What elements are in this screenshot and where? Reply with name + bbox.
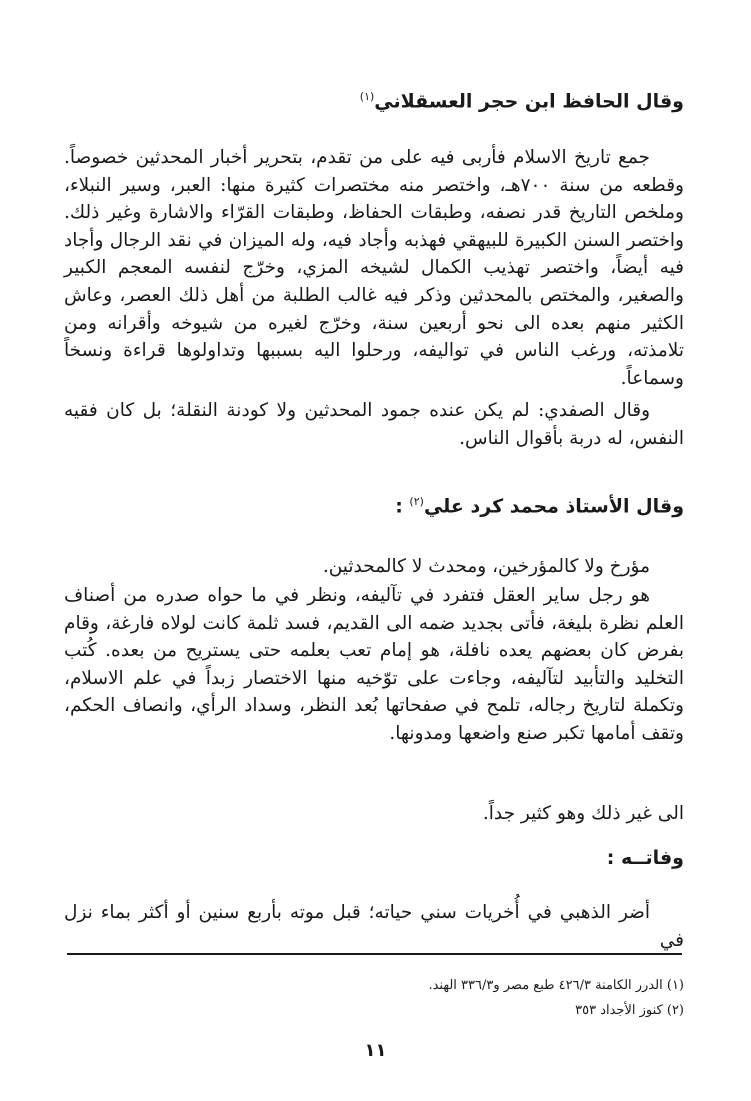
paragraph-kurd-ali-end: الى غير ذلك وهو كثير جداً. <box>482 803 684 824</box>
heading-text: وقال الحافظ ابن حجر العسقلاني <box>374 90 684 113</box>
footnote-ref-1: (١) <box>359 90 375 103</box>
footnotes <box>64 973 684 1023</box>
paragraph-death: أضر الذهبي في أُخريات سني حياته؛ قبل موته بأربع سنين أو أكثر بماء نزل في <box>64 902 684 951</box>
footnote-2: (٢) كنوز الأجداد ٣٥٣ <box>575 1003 684 1018</box>
paragraph-safadi-quote: وقال الصفدي: لم يكن عنده جمود المحدثين ولا كودنة النقلة؛ بل كان فقيه النفس، له دربة بأقوال الناس. <box>64 400 684 449</box>
heading-text: وقال الأستاذ محمد كرد علي <box>423 495 684 518</box>
section-heading-death: وفاتــه : <box>606 847 684 869</box>
footnote-divider <box>67 953 682 955</box>
paragraph-kurd-ali-quote: هو رجل ساير العقل فتفرد في تآليفه، ونظر في ما حواه صدره من أصناف العلم نظرة بليغة، فأتى بجديد ضمه الى القديم، فسد ثلمة كانت لولاه فارغة، وقام بفرض كان بعضهم يعده نافلة، هو إمام تعب بعلمه حتى يستريح من بعده. كُتب التخليد والتأبيد لتآليفه، وجاءت على توّخيه منها الاختصار زبداً في علم الاسلام، وتكملة لتاريخ رجاله، تلمح في صفحاتها بُعد النظر، وسداد الرأي، وانصاف الحكم، وتقف أمامها تكبر صنع واضعها ومدونها. <box>64 585 684 744</box>
paragraph-kurd-ali-intro: مؤرخ ولا كالمؤرخين، ومحدث لا كالمحدثين. <box>322 556 650 577</box>
section-heading-ibn-hajar <box>64 90 684 112</box>
footnote-1: (١) الدرر الكامنة ٤٢٦/٣ طبع مصر و٣٣٦/٣ الهند. <box>428 978 684 993</box>
footnote-ref-2: (٢) <box>409 495 424 508</box>
page-number: ١١ <box>364 1040 387 1061</box>
section-heading-kurd-ali: وقال الأستاذ محمد كرد علي$^{(٢)}$ : <box>395 495 684 518</box>
paragraph-ibn-hajar-quote: جمع تاريخ الاسلام فأربى فيه على من تقدم، بتحرير أخبار المحدثين خصوصاً. وقطعه من سنة ٧٠٠هـ، واختصر منه مختصرات كثيرة منها: العبر، وسير النبلاء، وملخص التاريخ قدر نصفه، وطبقات الحفاظ، وطبقات القرّاء والاشارة وغير ذلك. واختصر السنن الكبيرة للبيهقي فهذبه وأجاد فيه، وله الميزان في نقد الرجال وأجاد فيه أيضاً، واختصر تهذيب الكمال لشيخه المزي، وخرّج لنفسه المعجم الكبير والصغير، والمختص بالمحدثين وذكر فيه غالب الطلبة من أهل ذلك العصر، وعاش الكثير منهم بعده الى نحو أربعين سنة، وخرّج لغيره من شيوخه وأقرانه ومن تلامذته، ورغب الناس في تواليفه، ورحلوا اليه بسببها وتداولوها قراءة ونسخاً وسماعاً. <box>64 147 684 389</box>
